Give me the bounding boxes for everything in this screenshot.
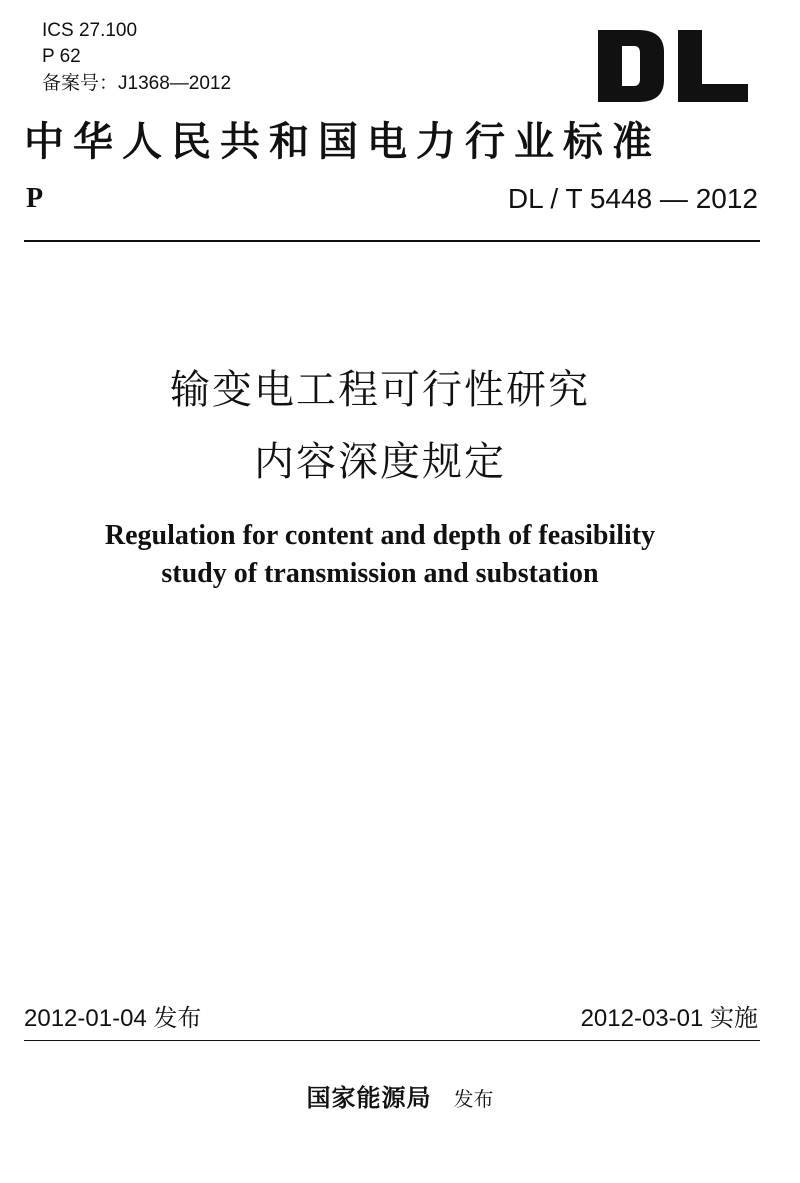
top-divider (24, 240, 760, 242)
issue-date: 2012-01-04 发布 (24, 1005, 202, 1032)
title-en-line-2: study of transmission and substation (161, 558, 599, 589)
record-number: 备案号：J1368—2012 (42, 73, 232, 94)
classification-code: P 62 (42, 46, 81, 67)
publisher-action: 发布 (453, 1087, 494, 1111)
title-en-line-1: Regulation for content and depth of feasibility (104, 520, 656, 551)
publisher-line (0, 1082, 800, 1115)
standard-category: 中华人民共和国电力行业标准 (24, 118, 661, 165)
standard-number: DL / T 5448 — 2012 (507, 183, 758, 214)
publisher-name: 国家能源局 (306, 1084, 432, 1112)
ccs-letter: P (26, 183, 44, 214)
title-cn-line-2: 内容深度规定 (254, 439, 506, 485)
implementation-date: 2012-03-01 实施 (580, 1005, 758, 1032)
ics-code: ICS 27.100 (42, 20, 138, 41)
bottom-divider (24, 1040, 760, 1041)
title-cn-line-1: 输变电工程可行性研究 (170, 367, 590, 413)
dl-logo (598, 30, 748, 102)
